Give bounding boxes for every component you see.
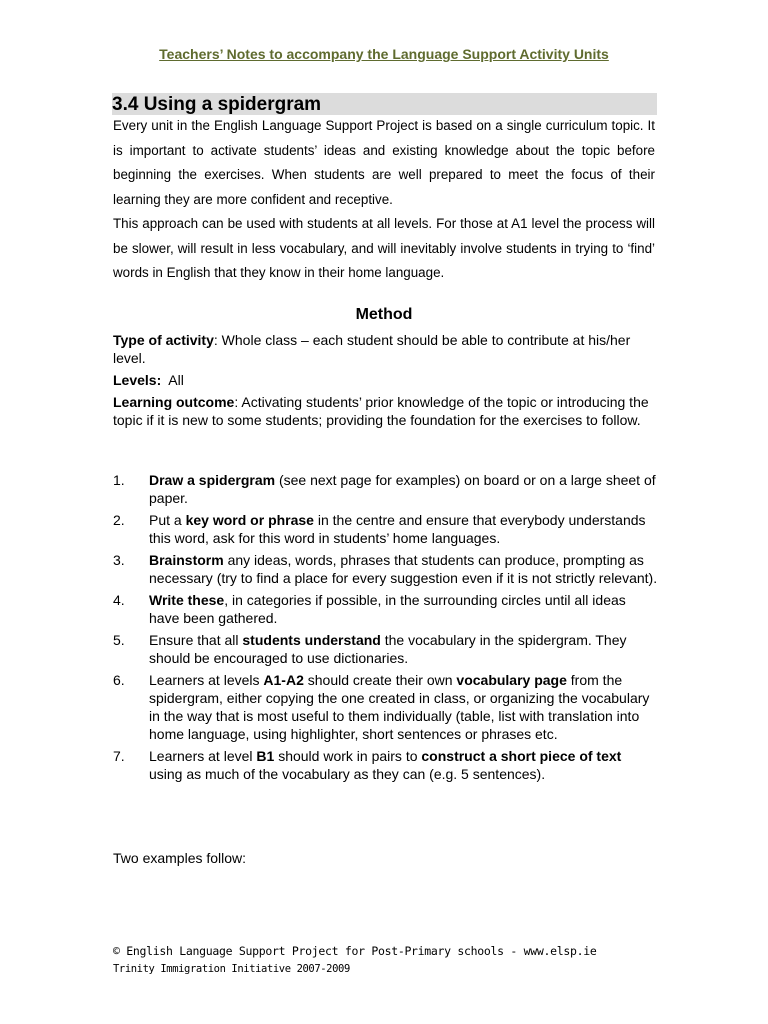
step-emphasis: construct a short piece of text <box>421 748 622 764</box>
step-emphasis: key word or phrase <box>185 512 314 528</box>
type-of-activity <box>113 331 658 367</box>
levels <box>113 371 658 389</box>
learning-outcome-text: : Activating students’ prior knowledge of the topic or introducing the topic if it is new to some students; providing the foundation for the exercises to follow. <box>113 394 649 428</box>
document-header: Teachers’ Notes to accompany the Language Support Activity Units <box>159 46 609 62</box>
footer-initiative: Trinity Immigration Initiative 2007-2009 <box>113 963 350 975</box>
step-number: 1. <box>113 472 125 488</box>
step-emphasis: vocabulary page <box>456 672 567 688</box>
step-text: using as much of the vocabulary as they can (e.g. 5 sentences). <box>149 766 546 782</box>
step-emphasis: Write these <box>149 592 225 608</box>
follow-text: Two examples follow: <box>113 850 247 866</box>
step-number: 4. <box>113 592 125 608</box>
step-item <box>113 591 658 627</box>
step-number: 3. <box>113 552 125 568</box>
intro-text <box>113 114 655 286</box>
levels-label: Levels: <box>113 372 162 388</box>
step-text: should create their own <box>303 672 457 688</box>
step-emphasis: students understand <box>242 632 381 648</box>
step-text: from the spidergram, either copying the one created in class, or organizing the vocabulary in the way that is most useful to them individually (table, list with translation into home language, using highlighter, short sentences or phrases etc. <box>149 672 650 742</box>
step-text: Ensure that all <box>149 632 243 648</box>
step-item <box>113 551 658 587</box>
step-number: 2. <box>113 512 125 528</box>
step-text: any ideas, words, phrases that students can produce, prompting as necessary (try to find a place for every suggestion even if it is not strictly relevant). <box>149 552 658 586</box>
method-heading: Method <box>355 306 413 323</box>
step-text: in the centre and ensure that everybody understands this word, ask for this word in students’ home languages. <box>149 512 646 546</box>
step-item <box>113 471 658 507</box>
step-item <box>113 511 658 547</box>
step-number: 6. <box>113 672 125 688</box>
step-text: Learners at levels <box>149 672 264 688</box>
intro-paragraph-2: This approach can be used with students at all levels. For those at A1 level the process will be slower, will result in less vocabulary, and will inevitably involve students in trying to ‘find’ words in English that they know in their home language. <box>113 216 655 280</box>
type-of-activity-text: : Whole class – each student should be able to contribute at his/her level. <box>113 332 631 366</box>
type-of-activity-label: Type of activity <box>113 332 214 348</box>
step-text: Learners at level <box>149 748 257 764</box>
step-emphasis: Brainstorm <box>149 552 224 568</box>
step-item <box>113 747 658 783</box>
intro-paragraph-1: Every unit in the English Language Support Project is based on a single curriculum topic. It is important to activate students’ ideas and existing knowledge about the topic before beginning the exercises. When students are well prepared to meet the focus of their learning they are more confident and receptive. <box>113 118 655 207</box>
step-emphasis: B1 <box>256 748 275 764</box>
step-text: should work in pairs to <box>274 748 422 764</box>
method-steps <box>113 471 658 787</box>
step-emphasis: A1-A2 <box>263 672 304 688</box>
section-title: 3.4 Using a spidergram <box>112 93 657 115</box>
step-number: 7. <box>113 748 125 764</box>
step-text: , in categories if possible, in the surrounding circles until all ideas have been gathered. <box>149 592 626 626</box>
learning-outcome <box>113 393 658 429</box>
step-item <box>113 671 658 743</box>
step-item <box>113 631 658 667</box>
learning-outcome-label: Learning outcome <box>113 394 235 410</box>
step-number: 5. <box>113 632 125 648</box>
step-text: (see next page for examples) on board or on a large sheet of paper. <box>149 472 656 506</box>
step-text: Put a <box>149 512 186 528</box>
step-emphasis: Draw a spidergram <box>149 472 276 488</box>
footer-copyright: © English Language Support Project for Post-Primary schools - www.elsp.ie <box>113 944 597 958</box>
levels-text: All <box>161 372 184 388</box>
step-text: the vocabulary in the spidergram. They should be encouraged to use dictionaries. <box>149 632 627 666</box>
